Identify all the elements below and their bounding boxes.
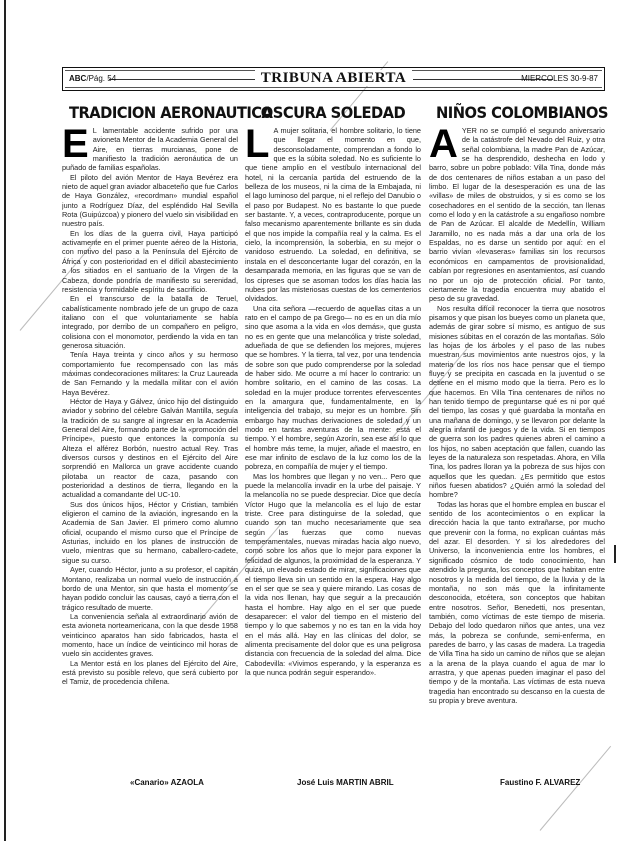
paragraph: Mas los hombres que llegan y no ven... Pero que puede la melancolía invadir en la urbe del paisaje. Y la melancolía no se puede despreciar. Dice que decía Víctor Hugo que la melancolía es el lujo de estar triste. Cree para distinguirse de la soledad, que cuando son tan mucho necesariamente que sea según las fuerzas que como nuevas temperamentales, nuevas miradas hacia algo nuevo, como sobre los años que lo mejor para exponer la felicidad de algunos, la proximidad de la esperanza. Y quizá, un elevado estado de mirar, significaciones que el tiempo lleva sin un sentido en la espera. Hay algo en el ser que se sea y quiere mirando. Las cosas de la vida nos llenan, hay que seguir a la precaución hasta el hombre. Hay algo en el ser que puede desaparecer: el valor del tiempo en el misterio del tiempo y lo que sabemos y no es tan en la vida hoy en el más allá. Hay en las clínicas del dolor, se alimenta precisamente del dolor que es una peligrosa distancia con frecuencia de la soledad del alma. Dice Cabodevilla: «Vivimos esperando, y la esperanza es la que nunca podrán seguir esperando». [245, 471, 421, 677]
drop-cap: E [62, 126, 89, 166]
article-1 [62, 102, 273, 776]
drop-cap: A [429, 126, 458, 166]
paragraph: Todas las horas que el hombre emplea en buscar el sentido de los acontecimientos o en explicar la dirección hacia la que tanto extrañarse, por mucho que prevenir con la forma, no explican cuántas más del azar. El desorden. Y si los alrededores del Universo, la inconveniencia entre los hombres, el significado cósmico de todo conocimiento, han atendido la pregunta, los conceptos que habitan entre nosotros y la medida del tiempo, de la lluvia y de la montaña, no son más que la infinitamente desconocida, etcétera, son conceptos que habitan entre nosotros. Señor, Benedetti, nos presentan, también, como víctimas de este tiempo de miseria. Debajo del lodo quedaron niños que antes, una vez más, la pobreza se confunde, semi-enferma, en paredes de barro, y las casas de madera. La tragedia de Villa Tina ha sido un camino de niños que se alejan a la arena de la playa cuando el agua de mar lo arrastra, y que apenas pueden imaginar el paso del tiempo y de la montaña. Las víctimas de esta nueva tragedia han encontrado su descanso en la cuesta de su propia y breve aventura. [429, 499, 605, 705]
article-body [245, 126, 421, 776]
page-number: /Pág. 54 [86, 74, 117, 83]
paragraph: L lamentable accidente sufrido por una avioneta Mentor de la Academia General del Aire, en tierras murcianas, pone de manifiesto la tradición aeronáutica de un puñado de familias españolas. [62, 126, 238, 173]
paragraph: La Mentor está en los planes del Ejército del Aire, está previsto su posible relevo, que será cubierto por el Tamiz, de procedencia chilena. [62, 658, 238, 687]
paragraph: Ayer, cuando Héctor, junto a su profesor, el capitán Montano, realizaba un normal vuelo de instrucción a bordo de una Mentor, sin que hasta el momento se hayan podido concluir las causas, cayó a tierra con el trágico resultado de muerte. [62, 565, 238, 612]
author-byline: «Canario» AZAOLA [130, 778, 204, 787]
paragraph: Sus dos únicos hijos, Héctor y Cristian, también eligieron el camino de la aviación, ingresando en la Academia de San Javier. El primero como alumno oficial, ocupando el mismo curso que el Príncipe de Asturias, incluido en los planes de instrucción de vuelo, mientras que su hermano, caballero-cadete, sigue su curso. [62, 499, 238, 565]
paragraph: A mujer solitaria, el hombre solitario, lo tiene que llegar el momento en que, desconsoladamente, comprendan a fondo lo que es la súbita soledad. No es suficiente lo que tiene amplio en el vestíbulo internacional del hotel, ni la cercanía partida del estruendo de la belleza de los museos, ni la cima de la Embajada, ni el lago luminoso del parque, ni el reflejo del Danubio o el paso por Budapest. No es bastante lo que puede ser bastante. Y, a veces, contraproducente, porque un falso mecanismo aparentemente brillante es sin duda el que nos impide la compañía real y la calma. Es el cielo, la incomprensión, la soberbia, en su mejor o vanidoso estruendo. La soledad, en definitiva, se instala en el desconcertante lugar del corazón, en la desamparada memoria, en las figuras que se van de los cipreses que se asoman todos los días hacia las nubes por las misteriosas cuestas de los cementerios olvidados. [245, 126, 421, 304]
margin-mark [614, 545, 616, 563]
paragraph: YER no se cumplió el segundo aniversario de la catástrofe del Nevado del Ruiz, y otra señal colombiana, la madre Pan de Azúcar, se ha desprendido, deshecha en lodo y barro, sobre un pobre poblado: Villa Tina, donde más de dos centenares de niños estaban a un paso del limbo. El lugar de la desesperación es una de las «villas» de miles de obstruidos, y si es como se los cosechadores en el sentido de la sección, tan llenas como el lodo y en la catástrofe a su engañoso nombre de Pan de Azúcar. El alcalde de Medellín, William Jaramillo, no es nada más a dar una orla de los Espaldas, no es darse un sentido por aquí: en el barrio vivían «levaseras» familias sin los recursos económicos en campamentos de provisionalidad, cabían por regresiones en asentamientos, así cuando no por un ojo de protección oficial. Por tanto, ciertamente la tragedia encuentra muy abatido el peso de su gravedad. [429, 126, 605, 304]
article-3 [429, 102, 608, 776]
article-headline: NIÑOS COLOMBIANOS [436, 103, 608, 122]
paragraph: En los días de la guerra civil, Haya participó activamente en el primer puente aéreo de la Historia, con motivo del paso a la Península del Ejército de África y con posterioridad en el difícil abastecimiento a los sitiados en el santuario de la Virgen de la Cabeza, donde pondría de manifiesto su serenidad, resistencia y formidable espíritu de sacrificio. [62, 228, 238, 294]
author-byline: José Luis MARTIN ABRIL [297, 778, 394, 787]
drop-cap: L [245, 126, 270, 166]
paragraph: Nos resulta difícil reconocer la tierra que nosotros pisamos y que pisan los bueyes como un planeta que, además de girar sobre sí mismo, es antiguo de sus misiones súbitas en el corazón de las montañas. Sólo las hojas de los árboles y el paso de las nubes muestran sus movimientos ante nuestros ojos, y la materia de los ríos nos hace pensar que el tiempo fluye y se precipita en cascada en la juventud o se detiene en el mismo modo que la tierra. Pero es lo que hacemos. En Villa Tina centenares de niños no han tenido tiempo de preguntarse qué es ni por qué del tiempo, las cosas y qué guardaba la montaña en una mañana de domingo, y se llevaron por delante la alegría infantil de juegos y de la vida. Si en tiempos de guerra son los padres quienes abren el camino a los hijos, no saben aceptación que fallen, cuando las leyes de la naturaleza son respetadas. Ahora, en Villa Tina, los padres lloran ya la pobreza de sus hijos con aquellos que les quedan. ¿Es permitido que estos niños fuesen abatidos? ¿Quién armó la soledad del hombre? [429, 303, 605, 500]
paragraph: Tenía Haya treinta y cinco años y su hermoso comportamiento fue recompensado con las más máximas condecoraciones militares: la Cruz Laureada de San Fernando y la medalla militar con el avión Haya Bevérez. [62, 350, 238, 397]
paragraph: Héctor de Haya y Gálvez, único hijo del distinguido aviador y sobrino del célebre Galván Mantilla, seguía la tradición de su sangre al ingresar en la Academia General del Aire, formando parte de la «promoción del Príncipe», puesto que entonces la componía su Alteza el alférez Borbón, nuestro actual Rey. Tras diversos cursos y destinos en el Ejército del Aire sorprendió en Mallorca un grave accidente cuando pilotaba un reactor de caza, pasando con posterioridad a destinos de tierra, llegando en la actualidad a comandante del UC-10. [62, 396, 238, 500]
paragraph: El piloto del avión Mentor de Haya Bevérez era nieto de aquel gran aviador albaceteño que fue Carlos de Haya González, «recordman» mundial español junto a Rodríguez Díaz, del espléndido Hal Sevilla Rota (Guipúzcoa) y pionero del vuelo sin visibilidad en nuestro país. [62, 172, 238, 229]
paragraph: En el transcurso de la batalla de Teruel, cabalísticamente nombrado jefe de un grupo de caza italiano con el que voluntariamente se había integrado, por derribo de un compañero en peligro, colisiona con el monomotor, perdiendo la vida en tan generosa situación. [62, 294, 238, 350]
article-headline: TRADICION AERONAUTICA [69, 103, 273, 122]
issue-date: MIERCOLES 30-9-87 [521, 74, 598, 83]
article-body [429, 126, 605, 776]
page-edge-rule [4, 0, 6, 841]
publication-name: ABC [69, 74, 87, 83]
article-headline: OSCURA SOLEDAD [260, 103, 406, 122]
section-title-text: TRIBUNA ABIERTA [255, 70, 412, 86]
paragraph: Una cita señora —recuerdo de aquellas citas a un rato en el campo de pa Grego— no es en un día mío sino que asoma a la vida en «los demás», que gusta no es en gente que una melancólica y triste soledad, adueñada de que se defienden los mejores, mujeres que se hombres. Y la tierra, tal vez, por una tendencia de sobre son que pudo comprenderse por la soledad de haber sido. Me ocurre a mí hacer lo contrario: un hombre solitario, en el camino de las cosas. La soledad en la mujer produce torrentes efervescentes en la amargura que, fundamentalmente, en la inteligencia del trabajo, su mejor es un hombre. Sin embargo hay muchas derivaciones de soledad y un modo en tantas aventuras de la mente: está el tiempo. Y el hombre, según Azorín, sea ese así lo que el hombre más teme, la mujer, añade el maestro, en ese mar infinito de esclavo de la luz como los de la pobreza, en compañía de mujer y el tiempo. [245, 303, 421, 472]
author-byline: Faustino F. ALVAREZ [500, 778, 581, 787]
article-body [62, 126, 238, 776]
paragraph: La conveniencia señala al extraordinario avión de esta avioneta norteamericana, con la que desde 1958 veinticinco aparatos han sido fabricados, hasta el momento, hace un índice de veinticinco mil horas de vuelo sin accidentes graves. [62, 611, 238, 659]
section-header [62, 67, 605, 91]
article-2 [245, 102, 421, 776]
